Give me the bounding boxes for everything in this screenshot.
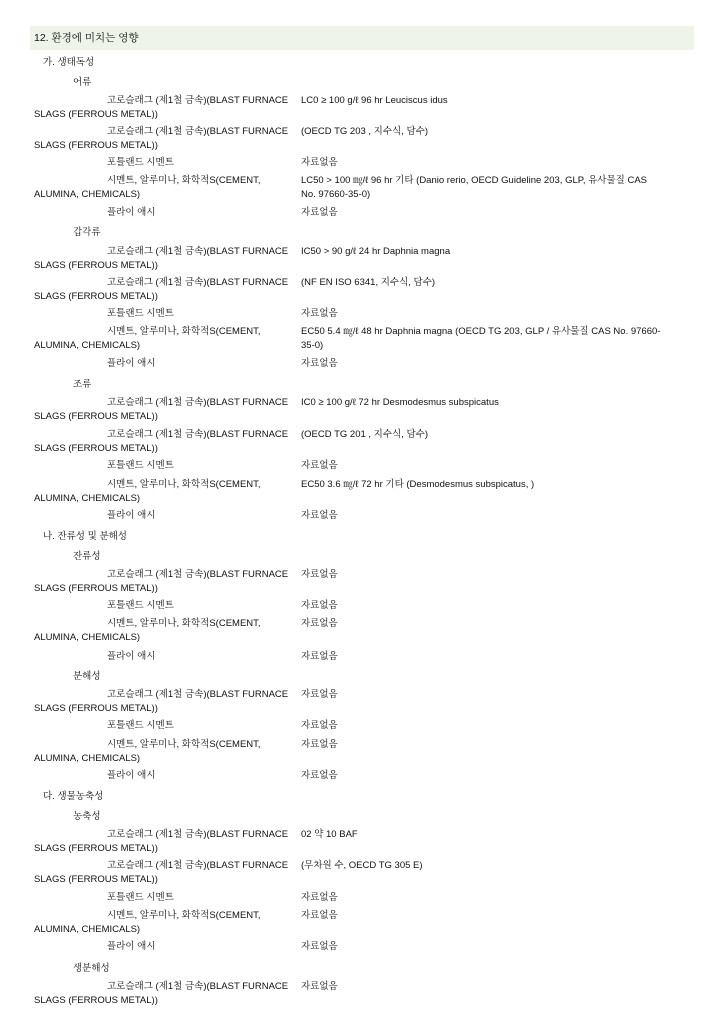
- substance-name: 포틀랜드 시멘트: [107, 892, 174, 903]
- substance-value: 자료없음: [301, 308, 338, 319]
- substance-value: 자료없음: [301, 510, 338, 521]
- section-title: 12. 환경에 미치는 영향: [34, 32, 139, 44]
- substance-value: IC50 > 90 g/ℓ 24 hr Daphnia magna: [301, 246, 451, 257]
- substance-name: 시멘트, 알루미나, 화학적S(CEMENT,: [107, 910, 261, 921]
- substance-value: (OECD TG 201 , 지수식, 담수): [301, 429, 429, 440]
- substance-name: 고로슬래그 (제1철 금속)(BLAST FURNACE: [107, 981, 289, 992]
- substance-name: 플라이 애시: [107, 207, 156, 218]
- substance-name: 고로슬래그 (제1철 금속)(BLAST FURNACE: [107, 569, 289, 580]
- subsection-persistence: 나. 잔류성 및 분해성: [43, 531, 127, 542]
- substance-value: 02 약 10 BAF: [301, 829, 358, 840]
- substance-name-cont: SLAGS (FERROUS METAL)): [34, 995, 158, 1006]
- substance-name: 고로슬래그 (제1철 금속)(BLAST FURNACE: [107, 689, 289, 700]
- substance-name-cont: SLAGS (FERROUS METAL)): [34, 260, 158, 271]
- substance-name-cont: SLAGS (FERROUS METAL)): [34, 443, 158, 454]
- substance-value: 자료없음: [301, 207, 338, 218]
- substance-name: 고로슬래그 (제1철 금속)(BLAST FURNACE: [107, 126, 289, 137]
- substance-name-cont: ALUMINA, CHEMICALS): [34, 340, 141, 351]
- substance-value: LC0 ≥ 100 g/ℓ 96 hr Leuciscus idus: [301, 95, 448, 106]
- substance-value: EC50 3.6 ㎎/ℓ 72 hr 기타 (Desmodesmus subspicatus, ): [301, 479, 535, 490]
- substance-name: 고로슬래그 (제1철 금속)(BLAST FURNACE: [107, 397, 289, 408]
- subsection-bioaccumulation: 다. 생물농축성: [43, 791, 104, 802]
- substance-value: 자료없음: [301, 689, 338, 700]
- substance-name: 고로슬래그 (제1철 금속)(BLAST FURNACE: [107, 246, 289, 257]
- substance-name-cont: SLAGS (FERROUS METAL)): [34, 583, 158, 594]
- substance-value: (무차원 수, OECD TG 305 E): [301, 860, 423, 871]
- substance-name-cont: ALUMINA, CHEMICALS): [34, 189, 141, 200]
- substance-name: 고로슬래그 (제1철 금속)(BLAST FURNACE: [107, 429, 289, 440]
- category-algae: 조류: [73, 379, 92, 390]
- substance-name: 포틀랜드 시멘트: [107, 157, 174, 168]
- substance-name-cont: SLAGS (FERROUS METAL)): [34, 140, 158, 151]
- substance-name: 포틀랜드 시멘트: [107, 720, 174, 731]
- substance-name-cont: ALUMINA, CHEMICALS): [34, 493, 141, 504]
- substance-value: 자료없음: [301, 720, 338, 731]
- substance-name: 포틀랜드 시멘트: [107, 308, 174, 319]
- substance-value: 자료없음: [301, 739, 338, 750]
- substance-value: 자료없음: [301, 651, 338, 662]
- section-header: [30, 26, 694, 50]
- substance-name: 플라이 애시: [107, 770, 156, 781]
- substance-name: 플라이 애시: [107, 941, 156, 952]
- substance-name-cont: ALUMINA, CHEMICALS): [34, 753, 141, 764]
- substance-name: 플라이 애시: [107, 510, 156, 521]
- substance-name: 포틀랜드 시멘트: [107, 600, 174, 611]
- substance-name: 시멘트, 알루미나, 화학적S(CEMENT,: [107, 479, 261, 490]
- substance-value: 자료없음: [301, 770, 338, 781]
- substance-name: 고로슬래그 (제1철 금속)(BLAST FURNACE: [107, 277, 289, 288]
- substance-value: 자료없음: [301, 981, 338, 992]
- category-fish: 어류: [73, 77, 92, 88]
- substance-value: 자료없음: [301, 157, 338, 168]
- substance-value: 자료없음: [301, 892, 338, 903]
- substance-name: 시멘트, 알루미나, 화학적S(CEMENT,: [107, 326, 261, 337]
- substance-value: 자료없음: [301, 600, 338, 611]
- substance-value: 자료없음: [301, 618, 338, 629]
- substance-name-cont: SLAGS (FERROUS METAL)): [34, 703, 158, 714]
- category-bioconcentration: 농축성: [73, 811, 101, 822]
- substance-name-cont: SLAGS (FERROUS METAL)): [34, 874, 158, 885]
- substance-value: (OECD TG 203 , 지수식, 담수): [301, 126, 429, 137]
- substance-name: 시멘트, 알루미나, 화학적S(CEMENT,: [107, 739, 261, 750]
- substance-value: 자료없음: [301, 460, 338, 471]
- substance-name-cont: SLAGS (FERROUS METAL)): [34, 291, 158, 302]
- substance-name: 시멘트, 알루미나, 화학적S(CEMENT,: [107, 618, 261, 629]
- substance-name-cont: ALUMINA, CHEMICALS): [34, 632, 141, 643]
- substance-value: LC50 > 100 ㎎/ℓ 96 hr 기타 (Danio rerio, OECD Guideline 203, GLP, 유사물질 CAS No. 97660-35-0): [301, 175, 648, 200]
- substance-value: IC0 ≥ 100 g/ℓ 72 hr Desmodesmus subspicatus: [301, 397, 499, 408]
- substance-name-cont: SLAGS (FERROUS METAL)): [34, 411, 158, 422]
- substance-name: 플라이 애시: [107, 358, 156, 369]
- substance-name-cont: SLAGS (FERROUS METAL)): [34, 109, 158, 120]
- substance-value: 자료없음: [301, 358, 338, 369]
- category-biodegradability: 생분해성: [73, 963, 110, 974]
- category-persistence: 잔류성: [73, 551, 101, 562]
- substance-value: 자료없음: [301, 569, 338, 580]
- substance-name-cont: SLAGS (FERROUS METAL)): [34, 843, 158, 854]
- substance-name: 고로슬래그 (제1철 금속)(BLAST FURNACE: [107, 829, 289, 840]
- substance-name: 고로슬래그 (제1철 금속)(BLAST FURNACE: [107, 860, 289, 871]
- subsection-ecotoxicity: 가. 생태독성: [43, 57, 95, 68]
- substance-name: 시멘트, 알루미나, 화학적S(CEMENT,: [107, 175, 261, 186]
- substance-value: 자료없음: [301, 941, 338, 952]
- substance-value: 자료없음: [301, 910, 338, 921]
- category-crustacea: 갑각류: [73, 227, 101, 238]
- substance-value: (NF EN ISO 6341, 지수식, 담수): [301, 277, 436, 288]
- category-degradability: 분해성: [73, 671, 101, 682]
- substance-name: 고로슬래그 (제1철 금속)(BLAST FURNACE: [107, 95, 289, 106]
- substance-name: 플라이 애시: [107, 651, 156, 662]
- substance-name-cont: ALUMINA, CHEMICALS): [34, 924, 141, 935]
- substance-name: 포틀랜드 시멘트: [107, 460, 174, 471]
- substance-value: EC50 5.4 ㎎/ℓ 48 hr Daphnia magna (OECD TG 203, GLP / 유사물질 CAS No. 97660-35-0): [301, 326, 661, 351]
